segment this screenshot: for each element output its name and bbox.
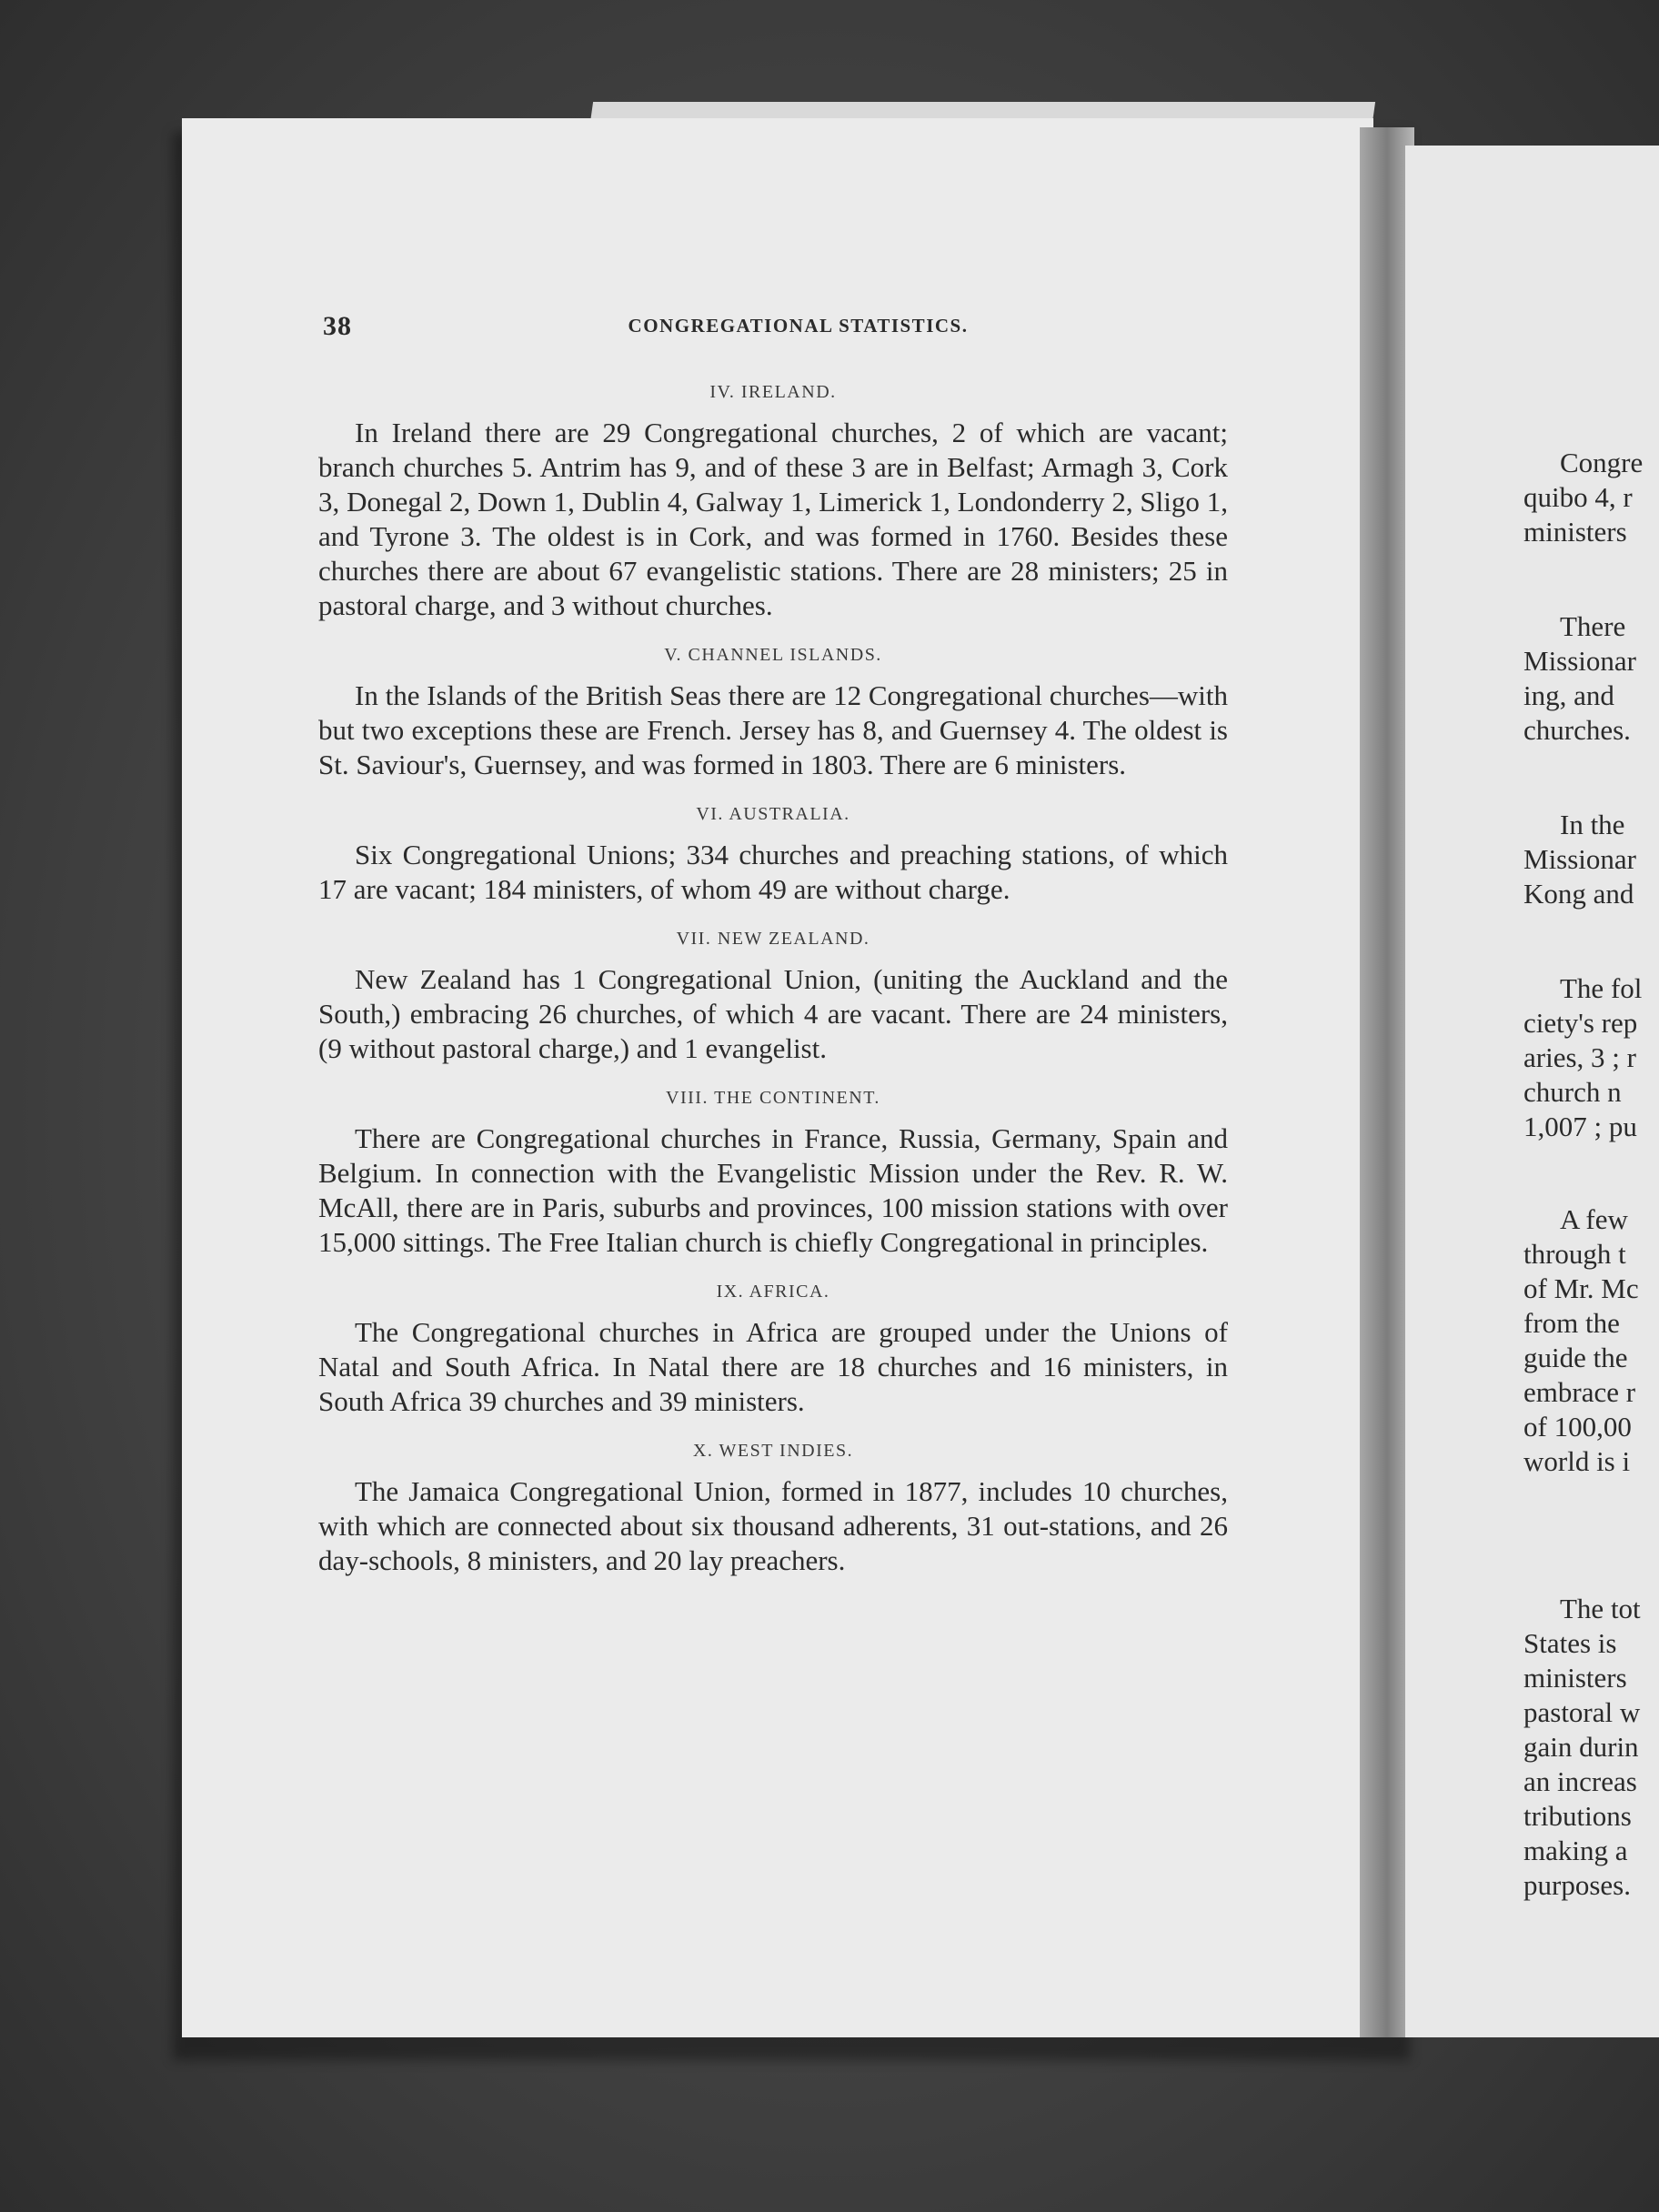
right-page-fragment: ciety's rep: [1523, 1007, 1638, 1039]
right-page-fragment: Missionar: [1523, 843, 1636, 875]
left-page: [182, 118, 1373, 2037]
section-africa: [318, 1282, 1228, 1419]
section-continent: [318, 1088, 1228, 1260]
running-title: CONGREGATIONAL STATISTICS.: [628, 315, 969, 337]
right-page-fragment: aries, 3 ; r: [1523, 1041, 1636, 1073]
right-page-fragment: of Mr. Mc: [1523, 1272, 1639, 1304]
right-page-fragment: guide the: [1523, 1342, 1628, 1373]
right-page-fragment: 1,007 ; pu: [1523, 1111, 1637, 1142]
right-page-fragment: Kong and: [1523, 878, 1634, 910]
section-paragraph: The Jamaica Congregational Union, formed in 1877, includes 10 churches, with which are connected about six thousand adherents, 31 out-stations, and 26 day-schools, 8 ministers, and 20 lay preachers.: [318, 1475, 1228, 1576]
right-page-fragment: an increas: [1523, 1765, 1637, 1797]
section-heading: VII. NEW ZEALAND.: [676, 929, 870, 949]
section-paragraph: In Ireland there are 29 Congregational churches, 2 of which are vacant; branch churches 5. Antrim has 9, and of these 3 are in Belfast; Armagh 3, Cork 3, Donegal 2, Down 1, Dublin 4, Galway 1, Limerick 1, Londonderry 2, Sligo 1, and Tyrone 3. The oldest is in Cork, and was formed in 1760. Besides these churches there are about 67 evangelistic stations. There are 28 ministers; 25 in pastoral charge, and 3 without churches.: [318, 417, 1228, 621]
right-page-fragment: quibo 4, r: [1523, 481, 1633, 513]
right-page-fragment: In the: [1560, 809, 1625, 840]
right-page-fragment: making a: [1523, 1835, 1628, 1866]
right-page-fragment: tributions: [1523, 1800, 1632, 1832]
right-page-fragment: through t: [1523, 1238, 1626, 1270]
right-page-fragment: States is: [1523, 1627, 1617, 1659]
section-heading: X. WEST INDIES.: [692, 1441, 854, 1461]
right-page-fragment: Missionar: [1523, 645, 1636, 677]
page-number: 38: [323, 311, 352, 341]
section-paragraph: The Congregational churches in Africa are grouped under the Unions of Natal and South Africa. In Natal there are 18 churches and 16 ministers, in South Africa 39 churches and 39 ministers.: [318, 1316, 1228, 1417]
section-australia: [318, 804, 1228, 907]
section-heading: VI. AUSTRALIA.: [696, 804, 850, 824]
right-page-fragment: The tot: [1560, 1593, 1641, 1624]
right-page-fragment: purposes.: [1523, 1869, 1631, 1901]
section-ireland: [318, 382, 1228, 623]
right-page-fragment: ministers: [1523, 1662, 1627, 1694]
right-page-fragment: from the: [1523, 1307, 1620, 1339]
right-page-fragment: church n: [1523, 1076, 1622, 1108]
right-page: [1405, 146, 1659, 2037]
section-heading: IX. AFRICA.: [716, 1282, 830, 1302]
section-heading: VIII. THE CONTINENT.: [666, 1088, 880, 1108]
right-page-fragment: ing, and: [1523, 679, 1614, 711]
right-page-fragment: There: [1560, 610, 1626, 642]
right-page-fragment: ministers: [1523, 516, 1627, 548]
right-page-fragment: pastoral w: [1523, 1696, 1641, 1728]
section-new-zealand: [318, 929, 1228, 1066]
section-channel-islands: [318, 645, 1228, 782]
right-page-fragment: embrace r: [1523, 1376, 1636, 1408]
section-paragraph: Six Congregational Unions; 334 churches and preaching stations, of which 17 are vacant; 184 ministers, of whom 49 are without charge.: [318, 839, 1228, 905]
section-heading: IV. IRELAND.: [709, 382, 837, 402]
right-page-fragment: of 100,00: [1523, 1411, 1632, 1443]
right-page-fragment: churches.: [1523, 714, 1631, 746]
section-paragraph: New Zealand has 1 Congregational Union, (uniting the Auckland and the South,) embracing 26 churches, of which 4 are vacant. There are 24 ministers, (9 without pastoral charge,) and 1 evangelist.: [318, 963, 1228, 1064]
right-page-fragment: The fol: [1560, 972, 1643, 1004]
section-heading: V. CHANNEL ISLANDS.: [664, 645, 882, 665]
section-paragraph: In the Islands of the British Seas there are 12 Congregational churches—with but two exceptions these are French. Jersey has 8, and Guernsey 4. The oldest is St. Saviour's, Guernsey, and was formed in 1803. There are 6 ministers.: [318, 679, 1228, 780]
page-body: [318, 382, 1228, 1600]
right-page-fragment: gain durin: [1523, 1731, 1639, 1763]
running-head: [323, 311, 1273, 347]
right-page-fragment: A few: [1560, 1203, 1628, 1235]
right-page-fragment: Congre: [1560, 447, 1644, 478]
section-paragraph: There are Congregational churches in France, Russia, Germany, Spain and Belgium. In connection with the Evangelistic Mission under the Rev. R. W. McAll, there are in Paris, suburbs and provinces, 100 mission stations with over 15,000 sittings. The Free Italian church is chiefly Congregational in principles.: [318, 1122, 1228, 1258]
section-west-indies: [318, 1441, 1228, 1578]
right-page-fragment: world is i: [1523, 1445, 1631, 1477]
